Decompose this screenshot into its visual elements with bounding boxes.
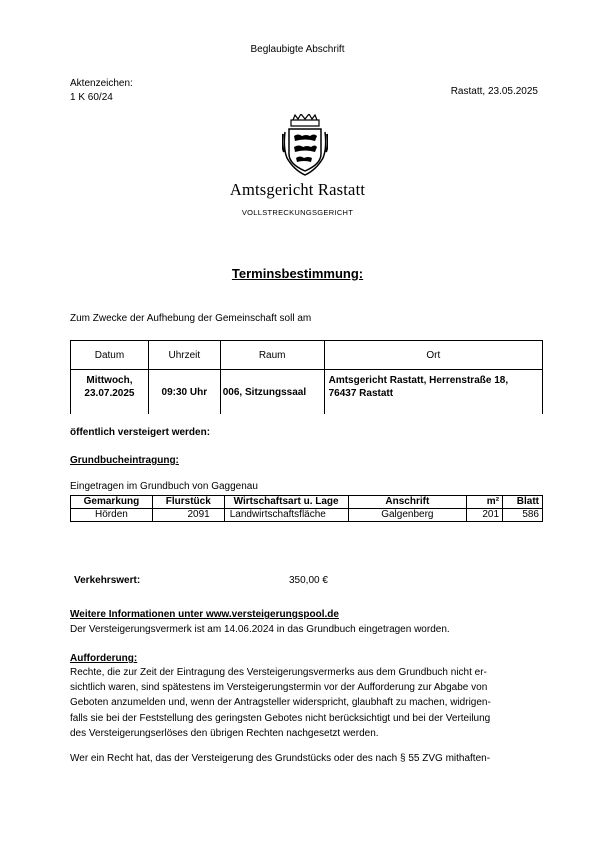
- paragraph-line: Geboten anzumelden und, wenn der Antragsteller widerspricht, glaubhaft zu machen, widrigen-: [70, 697, 491, 709]
- cell-m2: 201: [467, 509, 503, 522]
- weitere-informationen-link[interactable]: Weitere Informationen unter www.versteigerungspool.de: [70, 609, 339, 620]
- court-name: Amtsgericht Rastatt: [229, 180, 366, 199]
- header-uhrzeit: Uhrzeit: [148, 341, 220, 370]
- grundbuch-heading: Grundbucheintragung:: [70, 455, 179, 466]
- header-datum: Datum: [71, 341, 149, 370]
- paragraph-line: sichtlich waren, sind spätestens im Versteigerungstermin vor der Aufforderung zur Abgabe von: [70, 682, 488, 694]
- aufforderung-heading: Aufforderung:: [70, 653, 138, 664]
- cell-wirtschaftsart: Landwirtschaftsfläche: [224, 509, 348, 522]
- document-header: Beglaubigte Abschrift: [250, 44, 345, 55]
- grundbuch-subheading: Eingetragen im Grundbuch von Gaggenau: [70, 481, 258, 492]
- datum-weekday: Mittwoch,: [86, 375, 133, 386]
- header-m2: m²: [467, 496, 503, 509]
- aktenzeichen-label: Aktenzeichen:: [70, 78, 133, 89]
- header-flurstueck: Flurstück: [152, 496, 224, 509]
- termin-header-row: [71, 341, 543, 370]
- header-ort: Ort: [324, 341, 542, 370]
- paragraph-line: falls sie bei der Feststellung des geringsten Gebotes nicht berücksichtigt und bei der Verteilung: [70, 712, 491, 724]
- cell-flurstueck: 2091: [152, 509, 224, 522]
- cell-ort: [324, 370, 542, 415]
- header-blatt: Blatt: [503, 496, 543, 509]
- cell-gemarkung: Hörden: [71, 509, 153, 522]
- paragraph-line: Rechte, die zur Zeit der Eintragung des Versteigerungsvermerks aus dem Grundbuch nicht er-: [70, 667, 487, 678]
- cell-raum: 006, Sitzungssaal: [220, 370, 324, 415]
- place-date: Rastatt, 23.05.2025: [450, 86, 538, 97]
- termin-row: [71, 370, 543, 415]
- datum-date: 23.07.2025: [84, 388, 135, 399]
- cell-datum: [71, 370, 149, 415]
- aufforderung-paragraph-2: [70, 751, 545, 766]
- header-anschrift: Anschrift: [348, 496, 467, 509]
- cell-anschrift: Galgenberg: [348, 509, 467, 522]
- header-wirtschaftsart: Wirtschaftsart u. Lage: [224, 496, 348, 509]
- cell-blatt: 586: [503, 509, 543, 522]
- intro-text: Zum Zwecke der Aufhebung der Gemeinschaft soll am: [70, 313, 312, 324]
- header-gemarkung: Gemarkung: [71, 496, 153, 509]
- paragraph-line: Wer ein Recht hat, das der Versteigerung des Grundstücks oder des nach § 55 ZVG mithaften-: [70, 753, 491, 764]
- aufforderung-paragraph-1: [70, 665, 545, 741]
- coat-of-arms-icon: [282, 114, 328, 176]
- court-subtitle: VOLLSTRECKUNGSGERICHT: [241, 208, 354, 217]
- cell-uhrzeit: 09:30 Uhr: [148, 370, 220, 415]
- aktenzeichen-value: 1 K 60/24: [70, 92, 113, 103]
- verkehrswert-value: 350,00 €: [289, 575, 328, 586]
- termin-table: [70, 340, 543, 414]
- verkehrswert-label: Verkehrswert:: [74, 575, 141, 586]
- versteigert-text: öffentlich versteigert werden:: [70, 427, 211, 438]
- ort-line2: 76437 Rastatt: [328, 388, 394, 399]
- versteigerungsvermerk-text: Der Versteigerungsvermerk ist am 14.06.2024 in das Grundbuch eingetragen worden.: [70, 624, 450, 635]
- table-row: [71, 509, 543, 522]
- document-title: Terminsbestimmung:: [231, 266, 364, 281]
- header-raum: Raum: [220, 341, 324, 370]
- grundbuch-table: [70, 495, 543, 522]
- paragraph-line: des Versteigerungserlöses den übrigen Rechten nachgesetzt werden.: [70, 727, 379, 739]
- ort-line1: Amtsgericht Rastatt, Herrenstraße 18,: [328, 375, 509, 386]
- grundbuch-header-row: [71, 496, 543, 509]
